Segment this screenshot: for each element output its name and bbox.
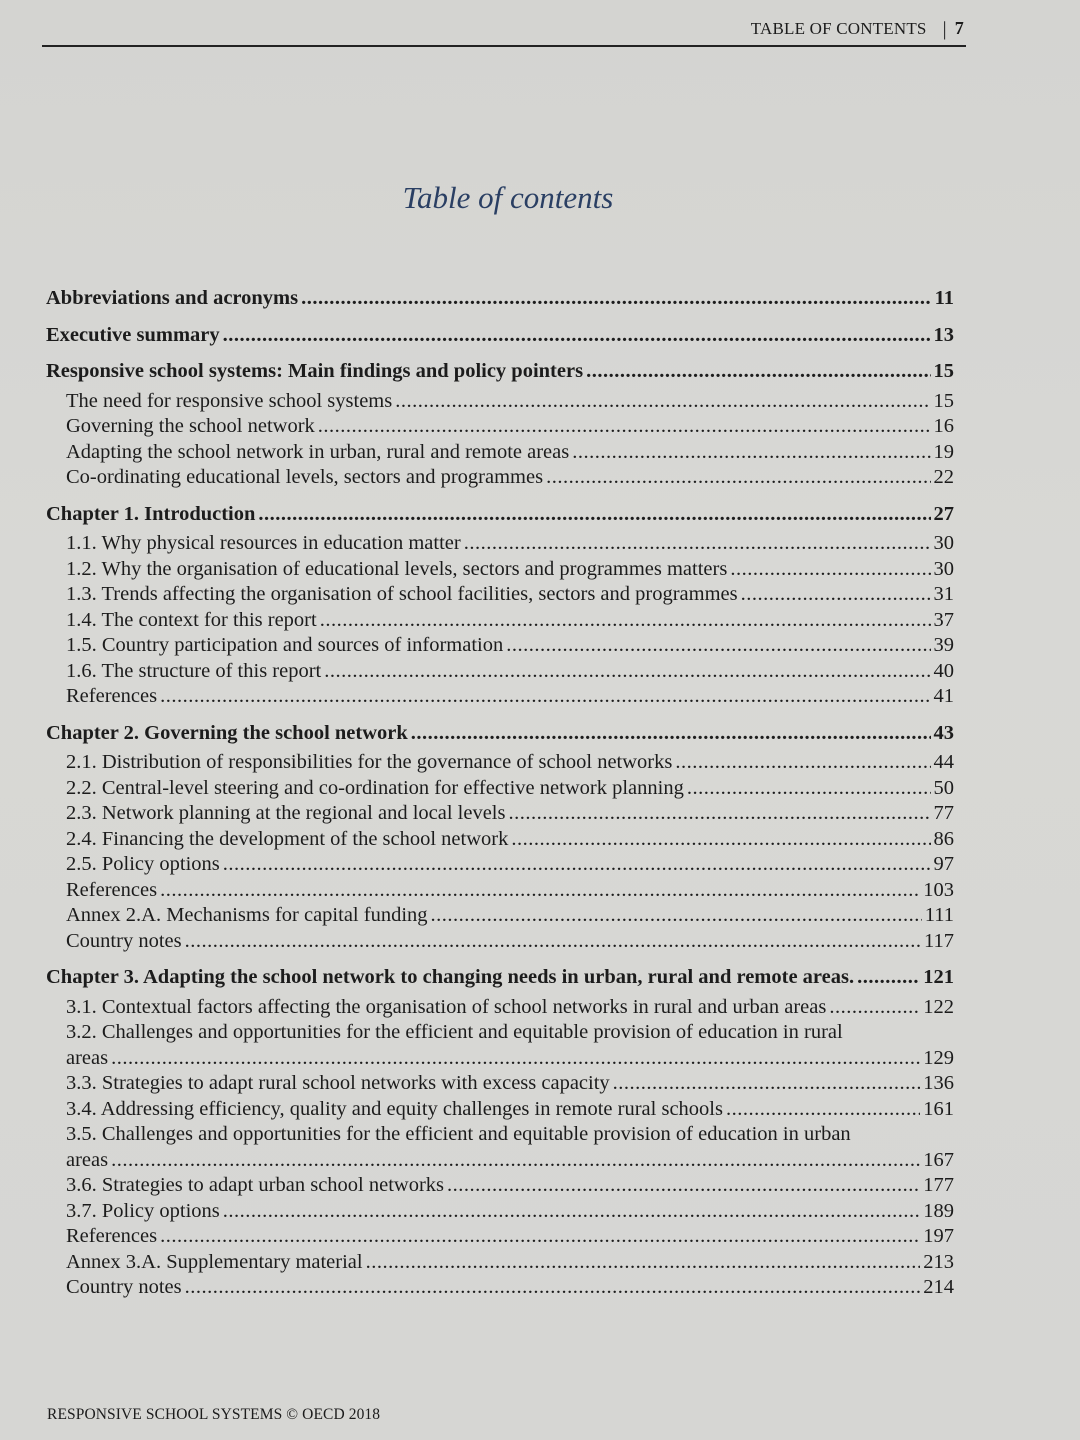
- toc-entry-text: 3.4. Addressing efficiency, quality and equity challenges in remote rural schools: [66, 1097, 723, 1120]
- toc-leader-dots: [223, 323, 931, 349]
- toc-leader-dots: [258, 502, 930, 528]
- toc-entry-text: 3.6. Strategies to adapt urban school networks: [66, 1174, 445, 1196]
- toc-entry-text: 2.1. Distribution of responsibilities for the governance of school networks: [66, 751, 673, 773]
- toc-chapter-entry: [46, 502, 954, 528]
- toc-entry-text: Annex 2.A. Mechanisms for capital funding: [66, 904, 428, 926]
- toc-leader-dots: [411, 721, 931, 747]
- toc-page-number: 77: [933, 802, 954, 824]
- toc-entry-text: Co-ordinating educational levels, sectors and programmes: [66, 466, 544, 488]
- page-number: 7: [954, 18, 964, 38]
- toc-page-number: 11: [934, 287, 954, 309]
- toc-leader-dots: [511, 827, 930, 853]
- toc-page-number: 41: [933, 685, 954, 707]
- toc-entry-continuation: [66, 1046, 954, 1072]
- toc-page-number: 161: [923, 1097, 954, 1120]
- toc-list: [46, 286, 954, 1301]
- toc-leader-dots: [687, 776, 931, 802]
- toc-page-number: 167: [923, 1148, 954, 1171]
- toc-chapter-entry: [46, 965, 954, 991]
- toc-entry: [46, 929, 954, 955]
- toc-entry: [46, 1071, 954, 1097]
- toc-leader-dots: [741, 582, 931, 608]
- toc-entry: [46, 1173, 954, 1199]
- toc-leader-dots: [160, 684, 930, 710]
- toc-entry: [46, 801, 954, 827]
- toc-entry-text: References: [66, 685, 158, 707]
- toc-leader-dots: [613, 1071, 921, 1097]
- toc-entry: [46, 684, 954, 710]
- page-title: Table of contents: [402, 180, 614, 215]
- toc-page-number: 117: [924, 929, 954, 952]
- toc-entry-text: Country notes: [66, 929, 182, 952]
- toc-leader-dots: [572, 440, 930, 466]
- toc-page-number: 39: [933, 634, 954, 656]
- toc-page-number: 15: [933, 389, 954, 412]
- toc-leader-dots: [857, 965, 920, 991]
- toc-leader-dots: [185, 929, 921, 955]
- toc-entry-text: References: [66, 878, 158, 901]
- toc-leader-dots: [506, 633, 930, 659]
- toc-chapter-entry: [46, 721, 954, 747]
- toc-leader-dots: [508, 801, 930, 827]
- toc-entry: [46, 1199, 954, 1225]
- toc-leader-dots: [447, 1173, 920, 1199]
- toc-entry: [46, 582, 954, 608]
- toc-entry-text: Annex 3.A. Supplementary material: [66, 1250, 363, 1273]
- toc-page-number: 15: [933, 360, 954, 382]
- toc-entry-text: 3.7. Policy options: [66, 1199, 220, 1222]
- toc-leader-dots: [675, 750, 930, 776]
- toc-entry: [46, 995, 954, 1021]
- toc-leader-dots: [431, 903, 922, 929]
- running-header: [751, 18, 964, 39]
- toc-page-number: 43: [933, 721, 954, 744]
- toc-leader-dots: [546, 465, 930, 491]
- toc-entry-text: 1.1. Why physical resources in education matter: [66, 532, 461, 554]
- toc-leader-dots: [223, 852, 931, 878]
- toc-page-number: 22: [933, 466, 954, 488]
- toc-chapter-entry: [46, 359, 954, 385]
- toc-leader-dots: [223, 1199, 920, 1225]
- toc-leader-dots: [366, 1250, 921, 1276]
- toc-entry-text: 2.5. Policy options: [66, 853, 220, 875]
- toc-page-number: 213: [923, 1250, 954, 1273]
- toc-leader-dots: [318, 414, 931, 440]
- toc-leader-dots: [730, 557, 930, 583]
- toc-entry-text: Chapter 2. Governing the school network: [46, 721, 408, 744]
- toc-page-number: 129: [923, 1046, 954, 1069]
- toc-entry-text: 1.3. Trends affecting the organisation of school facilities, sectors and programmes: [66, 583, 738, 605]
- toc-entry-text: Governing the school network: [66, 415, 315, 437]
- toc-entry-text: References: [66, 1225, 158, 1247]
- toc-leader-dots: [160, 878, 920, 904]
- toc-entry-text: 2.3. Network planning at the regional and local levels: [66, 802, 506, 824]
- toc-entry-text: 1.5. Country participation and sources of information: [66, 634, 504, 656]
- header-rule: [42, 45, 966, 47]
- toc-entry: [46, 776, 954, 802]
- toc-entry: [46, 1224, 954, 1250]
- toc-entry-text-continued: areas: [66, 1148, 109, 1171]
- toc-entry: [46, 852, 954, 878]
- toc-leader-dots: [320, 608, 931, 634]
- page-footer: RESPONSIVE SCHOOL SYSTEMS © OECD 2018: [47, 1406, 381, 1423]
- toc-entry: [46, 1097, 954, 1123]
- toc-entry-text: 1.2. Why the organisation of educational levels, sectors and programmes matters: [66, 557, 728, 580]
- toc-chapter-entry: [46, 286, 954, 312]
- toc-page-number: 177: [923, 1174, 954, 1196]
- toc-page-number: 37: [933, 608, 954, 631]
- toc-entry: [46, 557, 954, 583]
- toc-entry-text: Responsive school systems: Main findings and policy pointers: [46, 360, 584, 382]
- toc-entry: [46, 878, 954, 904]
- toc-entry-text: 1.4. The context for this report: [66, 608, 317, 631]
- toc-leader-dots: [324, 659, 930, 685]
- toc-entry: [46, 440, 954, 466]
- toc-page-number: 136: [923, 1072, 954, 1094]
- toc-entry: [46, 903, 954, 929]
- toc-entry: [46, 465, 954, 491]
- toc-page-number: 197: [923, 1225, 954, 1247]
- toc-page-number: 44: [933, 751, 954, 773]
- toc-entry: [46, 1250, 954, 1276]
- toc-entry: [46, 659, 954, 685]
- toc-entry-text-continued: areas: [66, 1046, 109, 1069]
- toc-page-number: 97: [933, 853, 954, 875]
- toc-entry: [46, 531, 954, 557]
- toc-entry-text: 3.2. Challenges and opportunities for the efficient and equitable provision of education in rural: [66, 1021, 843, 1043]
- toc-page-number: 86: [933, 827, 954, 850]
- toc-entry-text: 3.3. Strategies to adapt rural school networks with excess capacity: [66, 1072, 610, 1094]
- toc-entry-continuation: [66, 1148, 954, 1174]
- toc-entry-text: 3.5. Challenges and opportunities for the efficient and equitable provision of education in urban: [66, 1123, 851, 1145]
- toc-entry: [46, 633, 954, 659]
- toc-leader-dots: [160, 1224, 920, 1250]
- toc-leader-dots: [111, 1046, 920, 1072]
- toc-page-number: 103: [923, 878, 954, 901]
- running-header-section: TABLE OF CONTENTS: [750, 18, 927, 38]
- toc-page-number: 122: [923, 995, 954, 1018]
- toc-entry-text: 1.6. The structure of this report: [66, 659, 322, 682]
- toc-page-number: 111: [924, 904, 954, 926]
- toc-entry: [46, 1275, 954, 1301]
- toc-entry-text: Chapter 3. Adapting the school network to changing needs in urban, rural and remote areas.: [46, 966, 855, 988]
- toc-entry-text: Abbreviations and acronyms: [46, 287, 299, 309]
- toc-entry-text: 3.1. Contextual factors affecting the organisation of school networks in rural and urban areas: [66, 995, 827, 1018]
- toc-page-number: 19: [933, 440, 954, 463]
- toc-entry-text: 2.4. Financing the development of the school network: [66, 827, 509, 850]
- toc-leader-dots: [185, 1275, 921, 1301]
- toc-leader-dots: [829, 995, 920, 1021]
- toc-page-number: 121: [923, 966, 954, 988]
- toc-entry-text: Adapting the school network in urban, rural and remote areas: [66, 440, 570, 463]
- toc-chapter-entry: [46, 323, 954, 349]
- toc-entry: [46, 389, 954, 415]
- toc-page-number: 30: [933, 557, 954, 580]
- toc-page-number: 13: [933, 323, 954, 346]
- toc-entry-text: The need for responsive school systems: [66, 389, 393, 412]
- toc-leader-dots: [726, 1097, 920, 1123]
- toc-entry-text: Chapter 1. Introduction: [46, 502, 256, 525]
- toc-entry: [46, 608, 954, 634]
- toc-leader-dots: [301, 286, 932, 312]
- toc-page-number: 30: [933, 532, 954, 554]
- toc-entry: [46, 1020, 954, 1071]
- toc-entry: [46, 414, 954, 440]
- toc-entry: [46, 1122, 954, 1173]
- toc-page-number: 214: [923, 1276, 954, 1298]
- toc-page-number: 16: [933, 415, 954, 437]
- toc-entry-text: Executive summary: [46, 323, 220, 346]
- running-header-separator: |: [942, 17, 947, 40]
- toc-leader-dots: [395, 389, 930, 415]
- toc-leader-dots: [464, 531, 931, 557]
- toc-leader-dots: [111, 1148, 920, 1174]
- toc-page-number: 50: [933, 776, 954, 799]
- toc-page-number: 189: [923, 1199, 954, 1222]
- toc-entry-text: Country notes: [66, 1276, 182, 1298]
- toc-page-number: 40: [933, 659, 954, 682]
- toc-entry-text: 2.2. Central-level steering and co-ordination for effective network planning: [66, 776, 684, 799]
- toc-page-number: 31: [933, 583, 954, 605]
- toc-entry: [46, 750, 954, 776]
- toc-entry: [46, 827, 954, 853]
- toc-page-number: 27: [933, 502, 954, 525]
- toc-leader-dots: [586, 359, 930, 385]
